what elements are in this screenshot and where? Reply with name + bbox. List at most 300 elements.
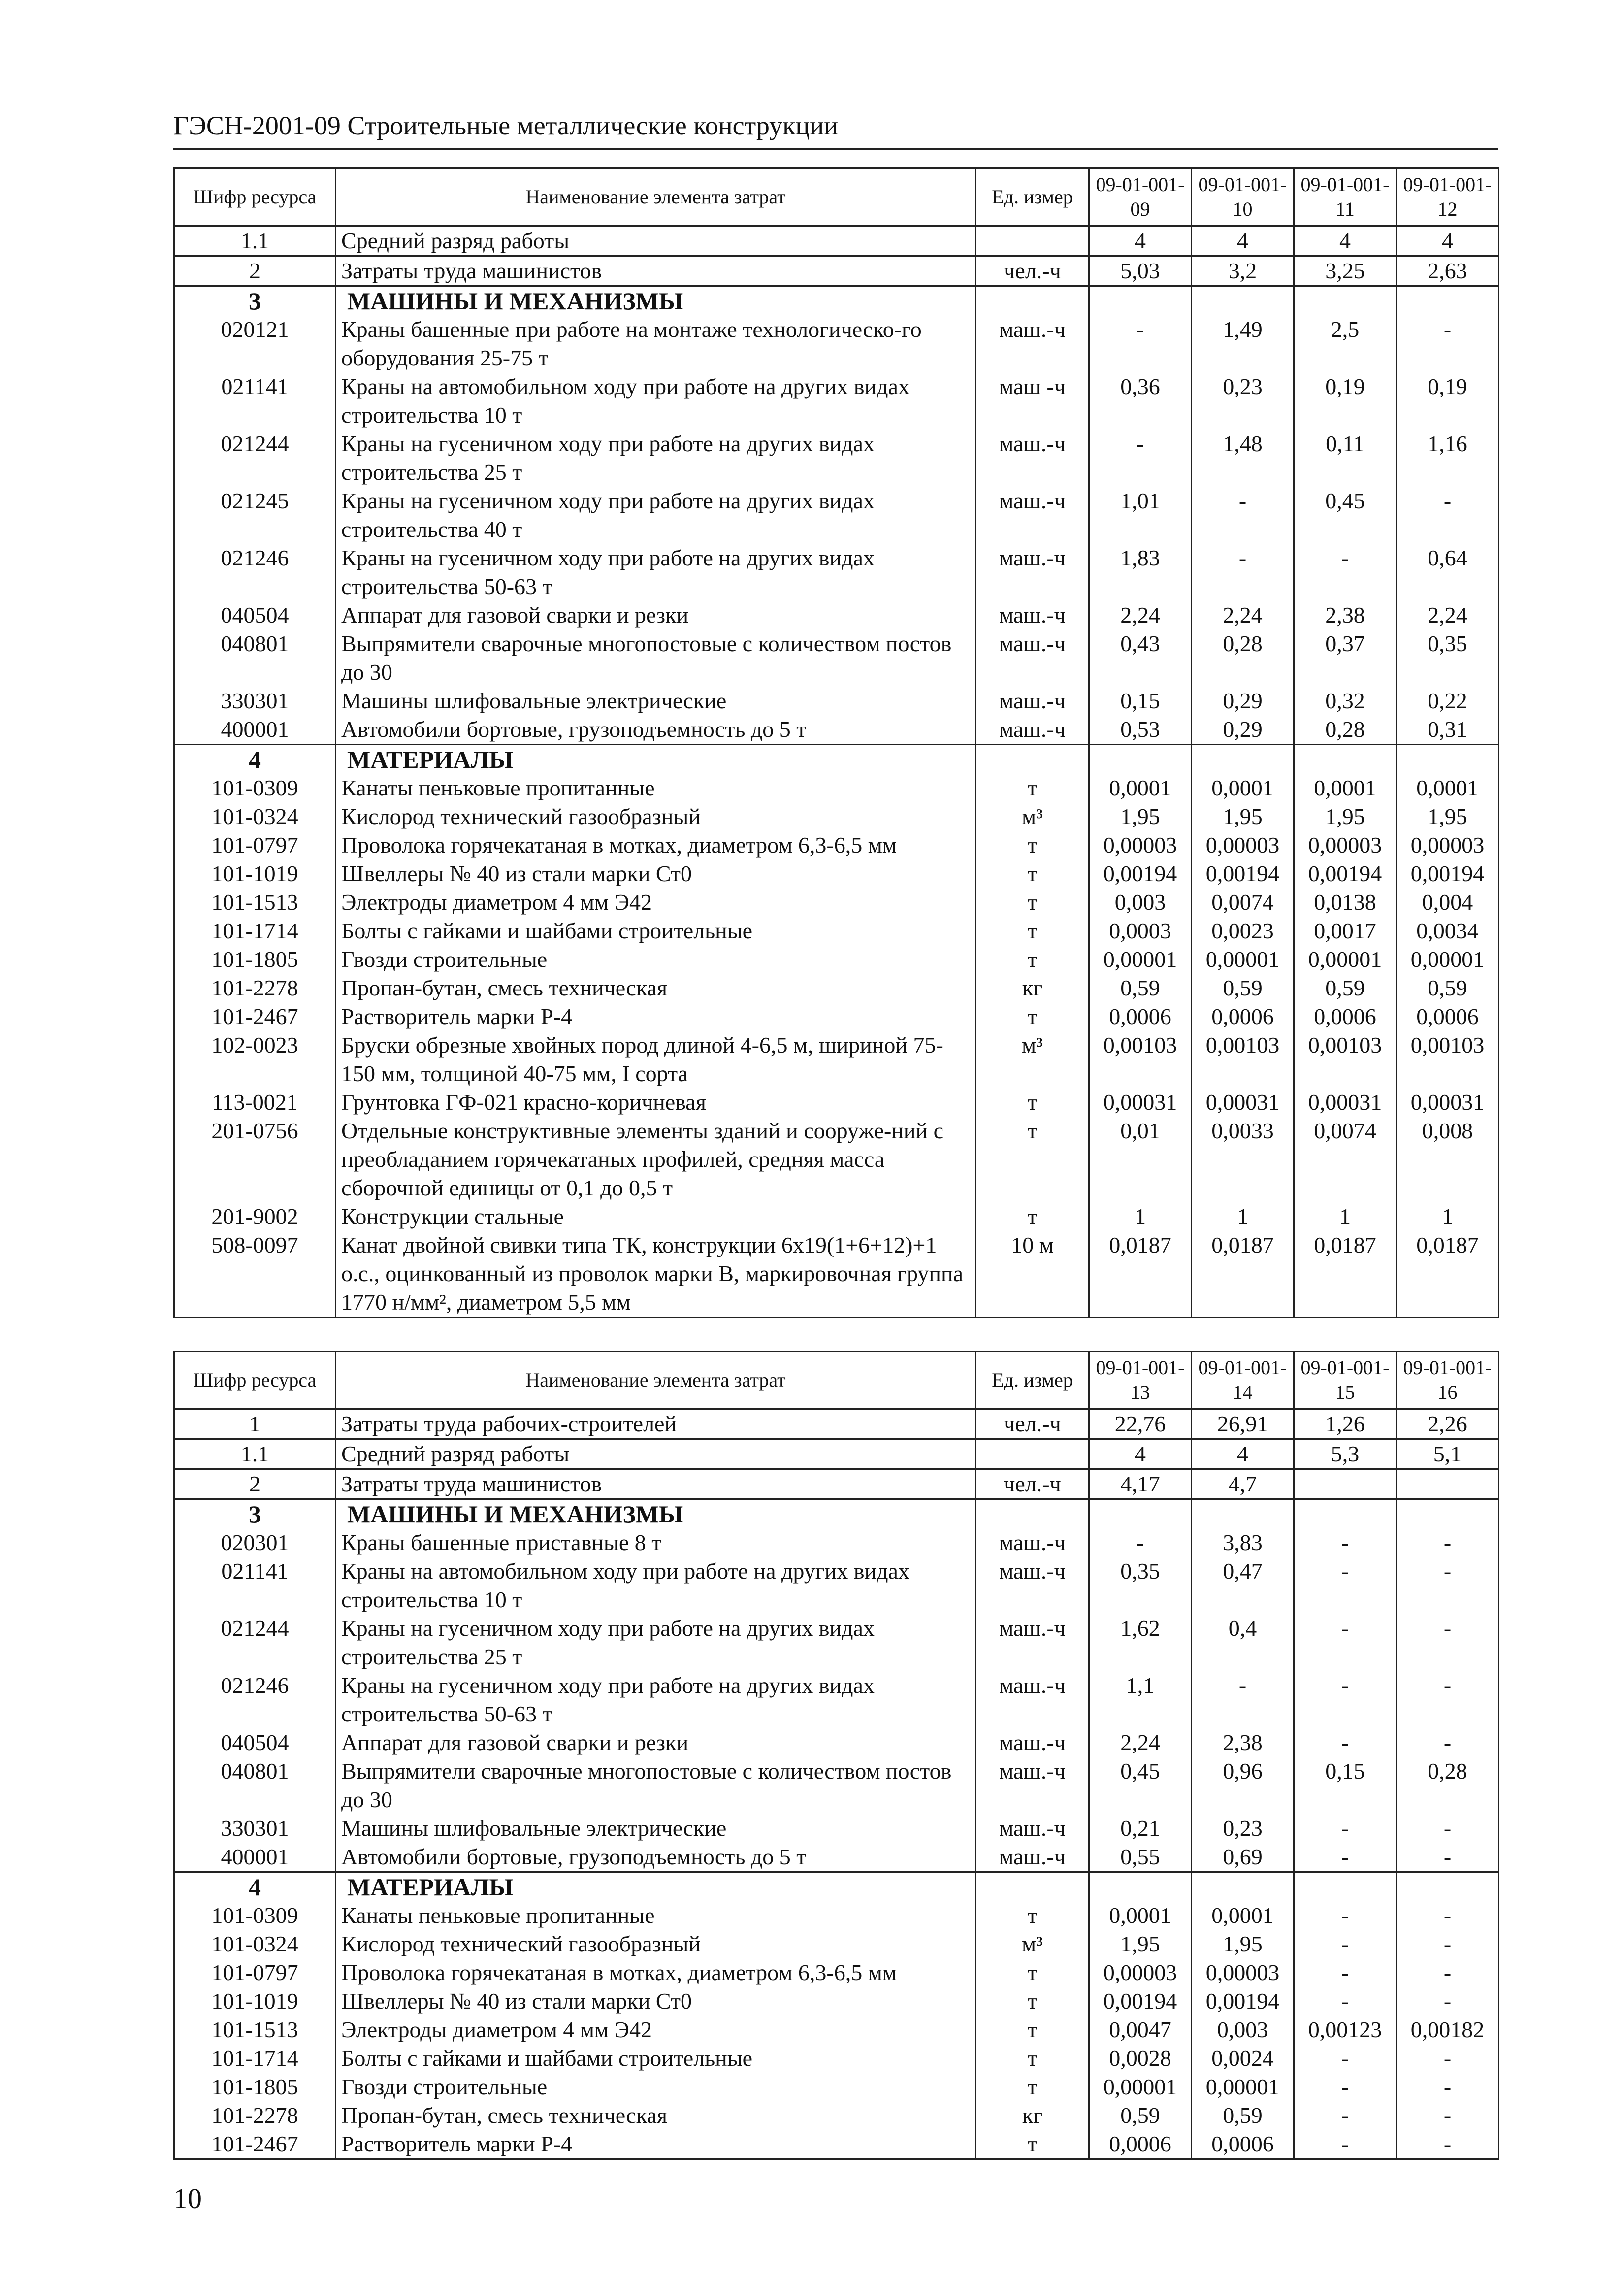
- unit-cell: чел.-ч: [976, 1409, 1089, 1439]
- table-row: [174, 715, 1499, 745]
- table-row: [174, 860, 1499, 888]
- unit-cell: чел.-ч: [976, 256, 1089, 286]
- value-cell-3: 0,19: [1294, 372, 1397, 430]
- name-cell: Кислород технический газообразный: [336, 802, 976, 831]
- value-cell-2: 1,95: [1192, 1930, 1294, 1958]
- code-cell: 201-9002: [174, 1202, 336, 1231]
- value-cell-1: 0,35: [1089, 1557, 1192, 1614]
- code-cell: 1.1: [174, 226, 336, 256]
- value-cell-3: 0,59: [1294, 974, 1397, 1002]
- value-cell-1: 1,95: [1089, 1930, 1192, 1958]
- table-row: [174, 1031, 1499, 1088]
- value-cell-3: -: [1294, 1528, 1397, 1557]
- name-cell: Краны на гусеничном ходу при работе на других видах строительства 25 т: [336, 430, 976, 487]
- table-row: [174, 601, 1499, 629]
- code-cell: 040801: [174, 629, 336, 687]
- code-cell: 101-1019: [174, 860, 336, 888]
- unit-cell: м³: [976, 802, 1089, 831]
- value-cell-1: 0,00194: [1089, 860, 1192, 888]
- value-cell-4: 0,008: [1397, 1117, 1499, 1202]
- value-cell-2: -: [1192, 487, 1294, 544]
- table-header-row: [174, 1352, 1499, 1409]
- table-row: [174, 1117, 1499, 1202]
- table-row: [174, 1557, 1499, 1614]
- code-cell: 3: [174, 286, 336, 316]
- unit-cell: кг: [976, 974, 1089, 1002]
- code-cell: 3: [174, 1499, 336, 1529]
- name-cell: Автомобили бортовые, грузоподъемность до 5 т: [336, 1843, 976, 1872]
- value-cell-3: 0,15: [1294, 1757, 1397, 1814]
- value-cell-4: [1397, 1469, 1499, 1499]
- page-title: ГЭСН-2001-09 Строительные металлические конструкции: [173, 111, 839, 140]
- value-cell-4: -: [1397, 1614, 1499, 1671]
- value-cell-2: 1,48: [1192, 430, 1294, 487]
- value-cell-4: -: [1397, 1901, 1499, 1930]
- value-cell-1: 0,01: [1089, 1117, 1192, 1202]
- name-cell: Гвозди строительные: [336, 945, 976, 974]
- value-cell-4: 5,1: [1397, 1439, 1499, 1469]
- value-cell-4: 0,00031: [1397, 1088, 1499, 1117]
- value-cell-2: [1192, 1499, 1294, 1529]
- table-row: [174, 1409, 1499, 1439]
- name-cell: Растворитель марки Р-4: [336, 1002, 976, 1031]
- value-cell-1: 1,95: [1089, 802, 1192, 831]
- value-cell-2: 3,83: [1192, 1528, 1294, 1557]
- value-cell-3: 2,38: [1294, 601, 1397, 629]
- name-cell: Затраты труда машинистов: [336, 256, 976, 286]
- value-cell-2: 0,29: [1192, 715, 1294, 745]
- table-row: [174, 256, 1499, 286]
- value-cell-1: -: [1089, 315, 1192, 372]
- value-cell-1: [1089, 1872, 1192, 1902]
- table-row: [174, 2073, 1499, 2101]
- table-row: [174, 1814, 1499, 1843]
- unit-cell: маш.-ч: [976, 1757, 1089, 1814]
- value-cell-2: -: [1192, 544, 1294, 601]
- value-cell-4: -: [1397, 2130, 1499, 2159]
- header-col-2: 09-01-001-10: [1192, 168, 1294, 226]
- value-cell-2: 0,29: [1192, 687, 1294, 715]
- unit-cell: т: [976, 1901, 1089, 1930]
- value-cell-2: 0,0001: [1192, 1901, 1294, 1930]
- table-row: [174, 1439, 1499, 1469]
- value-cell-4: -: [1397, 1930, 1499, 1958]
- value-cell-2: 0,59: [1192, 974, 1294, 1002]
- unit-cell: [976, 1499, 1089, 1529]
- value-cell-4: [1397, 1499, 1499, 1529]
- code-cell: 101-0324: [174, 802, 336, 831]
- code-cell: 021245: [174, 487, 336, 544]
- value-cell-3: 5,3: [1294, 1439, 1397, 1469]
- value-cell-4: -: [1397, 1814, 1499, 1843]
- name-cell: Болты с гайками и шайбами строительные: [336, 917, 976, 945]
- value-cell-3: 1: [1294, 1202, 1397, 1231]
- value-cell-4: 0,0006: [1397, 1002, 1499, 1031]
- header-code: Шифр ресурса: [174, 168, 336, 226]
- unit-cell: маш.-ч: [976, 629, 1089, 687]
- name-cell: Канаты пеньковые пропитанные: [336, 1901, 976, 1930]
- code-cell: 101-1714: [174, 2044, 336, 2073]
- value-cell-3: 0,37: [1294, 629, 1397, 687]
- name-cell: Краны на автомобильном ходу при работе на других видах строительства 10 т: [336, 1557, 976, 1614]
- value-cell-2: 0,0006: [1192, 2130, 1294, 2159]
- unit-cell: маш.-ч: [976, 1614, 1089, 1671]
- value-cell-2: -: [1192, 1671, 1294, 1728]
- table-row: [174, 2044, 1499, 2073]
- unit-cell: маш -ч: [976, 372, 1089, 430]
- code-cell: 113-0021: [174, 1088, 336, 1117]
- value-cell-3: 0,00031: [1294, 1088, 1397, 1117]
- value-cell-1: 0,36: [1089, 372, 1192, 430]
- code-cell: 021246: [174, 1671, 336, 1728]
- code-cell: 4: [174, 1872, 336, 1902]
- value-cell-1: 0,45: [1089, 1757, 1192, 1814]
- value-cell-2: 0,4: [1192, 1614, 1294, 1671]
- unit-cell: т: [976, 917, 1089, 945]
- value-cell-4: -: [1397, 2101, 1499, 2130]
- unit-cell: т: [976, 2130, 1089, 2159]
- table-row: [174, 1202, 1499, 1231]
- value-cell-3: [1294, 1499, 1397, 1529]
- value-cell-3: 1,95: [1294, 802, 1397, 831]
- value-cell-3: 0,0074: [1294, 1117, 1397, 1202]
- unit-cell: маш.-ч: [976, 1843, 1089, 1872]
- code-cell: 102-0023: [174, 1031, 336, 1088]
- value-cell-1: 4: [1089, 1439, 1192, 1469]
- value-cell-2: 0,0006: [1192, 1002, 1294, 1031]
- unit-cell: [976, 1872, 1089, 1902]
- table-row: [174, 687, 1499, 715]
- page-header: [173, 103, 1498, 150]
- resource-table-1: [173, 167, 1499, 1318]
- unit-cell: т: [976, 2073, 1089, 2101]
- code-cell: 1: [174, 1409, 336, 1439]
- name-cell: Растворитель марки Р-4: [336, 2130, 976, 2159]
- value-cell-2: [1192, 745, 1294, 774]
- name-cell: Затраты труда машинистов: [336, 1469, 976, 1499]
- table-row: [174, 974, 1499, 1002]
- value-cell-3: 0,00103: [1294, 1031, 1397, 1088]
- value-cell-2: [1192, 286, 1294, 316]
- unit-cell: [976, 226, 1089, 256]
- header-col-2: 09-01-001-14: [1192, 1352, 1294, 1409]
- value-cell-4: 2,24: [1397, 601, 1499, 629]
- unit-cell: 10 м: [976, 1231, 1089, 1318]
- unit-cell: маш.-ч: [976, 601, 1089, 629]
- code-cell: 101-2278: [174, 2101, 336, 2130]
- unit-cell: [976, 1439, 1089, 1469]
- value-cell-1: 0,55: [1089, 1843, 1192, 1872]
- table-row: [174, 629, 1499, 687]
- value-cell-4: 0,0034: [1397, 917, 1499, 945]
- code-cell: 101-1805: [174, 945, 336, 974]
- value-cell-1: 0,00003: [1089, 831, 1192, 860]
- section-row: [174, 1872, 1499, 1902]
- value-cell-1: 0,0001: [1089, 774, 1192, 802]
- value-cell-1: [1089, 1499, 1192, 1529]
- value-cell-4: -: [1397, 1728, 1499, 1757]
- value-cell-3: -: [1294, 2073, 1397, 2101]
- value-cell-4: 1: [1397, 1202, 1499, 1231]
- value-cell-1: 0,00194: [1089, 1987, 1192, 2016]
- table-row: [174, 226, 1499, 256]
- resource-table-2: [173, 1351, 1499, 2160]
- value-cell-1: -: [1089, 1528, 1192, 1557]
- unit-cell: маш.-ч: [976, 1814, 1089, 1843]
- value-cell-3: 0,0017: [1294, 917, 1397, 945]
- value-cell-2: 0,69: [1192, 1843, 1294, 1872]
- value-cell-2: 0,0033: [1192, 1117, 1294, 1202]
- value-cell-4: 0,00103: [1397, 1031, 1499, 1088]
- value-cell-2: 2,24: [1192, 601, 1294, 629]
- code-cell: 101-1805: [174, 2073, 336, 2101]
- name-cell: Автомобили бортовые, грузоподъемность до 5 т: [336, 715, 976, 745]
- value-cell-4: 2,26: [1397, 1409, 1499, 1439]
- table-row: [174, 1231, 1499, 1318]
- unit-cell: маш.-ч: [976, 1528, 1089, 1557]
- name-cell: Грунтовка ГФ-021 красно-коричневая: [336, 1088, 976, 1117]
- value-cell-4: 0,00194: [1397, 860, 1499, 888]
- value-cell-4: -: [1397, 1557, 1499, 1614]
- table-row: [174, 1757, 1499, 1814]
- name-cell: МАТЕРИАЛЫ: [336, 1872, 976, 1902]
- code-cell: 330301: [174, 687, 336, 715]
- value-cell-2: 0,0187: [1192, 1231, 1294, 1318]
- unit-cell: [976, 745, 1089, 774]
- value-cell-1: [1089, 286, 1192, 316]
- value-cell-1: 0,003: [1089, 888, 1192, 917]
- value-cell-1: 1: [1089, 1202, 1192, 1231]
- value-cell-2: 1,49: [1192, 315, 1294, 372]
- code-cell: 101-0797: [174, 1958, 336, 1987]
- code-cell: 101-2467: [174, 2130, 336, 2159]
- value-cell-4: 1,16: [1397, 430, 1499, 487]
- value-cell-3: -: [1294, 1814, 1397, 1843]
- value-cell-4: [1397, 286, 1499, 316]
- code-cell: 400001: [174, 1843, 336, 1872]
- table-row: [174, 315, 1499, 372]
- value-cell-3: 0,32: [1294, 687, 1397, 715]
- section-row: [174, 286, 1499, 316]
- value-cell-1: 0,0006: [1089, 1002, 1192, 1031]
- code-cell: 101-0309: [174, 1901, 336, 1930]
- value-cell-3: 1,26: [1294, 1409, 1397, 1439]
- code-cell: 101-0324: [174, 1930, 336, 1958]
- value-cell-1: 1,01: [1089, 487, 1192, 544]
- code-cell: 2: [174, 256, 336, 286]
- unit-cell: т: [976, 888, 1089, 917]
- value-cell-2: 0,28: [1192, 629, 1294, 687]
- table-row: [174, 487, 1499, 544]
- value-cell-2: 0,0001: [1192, 774, 1294, 802]
- value-cell-2: 0,59: [1192, 2101, 1294, 2130]
- value-cell-3: 0,0006: [1294, 1002, 1397, 1031]
- value-cell-1: 2,24: [1089, 601, 1192, 629]
- code-cell: 508-0097: [174, 1231, 336, 1318]
- value-cell-3: [1294, 1469, 1397, 1499]
- unit-cell: м³: [976, 1930, 1089, 1958]
- value-cell-2: 4,7: [1192, 1469, 1294, 1499]
- name-cell: МАШИНЫ И МЕХАНИЗМЫ: [336, 286, 976, 316]
- value-cell-4: -: [1397, 315, 1499, 372]
- value-cell-2: 2,38: [1192, 1728, 1294, 1757]
- value-cell-1: 1,62: [1089, 1614, 1192, 1671]
- code-cell: 4: [174, 745, 336, 774]
- name-cell: Краны башенные при работе на монтаже технологическо-го оборудования 25-75 т: [336, 315, 976, 372]
- code-cell: 020301: [174, 1528, 336, 1557]
- value-cell-2: 26,91: [1192, 1409, 1294, 1439]
- header-name: Наименование элемента затрат: [336, 1352, 976, 1409]
- code-cell: 040801: [174, 1757, 336, 1814]
- code-cell: 330301: [174, 1814, 336, 1843]
- code-cell: 101-2467: [174, 1002, 336, 1031]
- name-cell: Аппарат для газовой сварки и резки: [336, 1728, 976, 1757]
- unit-cell: т: [976, 1002, 1089, 1031]
- value-cell-4: 0,22: [1397, 687, 1499, 715]
- unit-cell: т: [976, 2044, 1089, 2073]
- value-cell-2: 0,00103: [1192, 1031, 1294, 1088]
- value-cell-1: 0,0003: [1089, 917, 1192, 945]
- unit-cell: т: [976, 1117, 1089, 1202]
- name-cell: Швеллеры № 40 из стали марки Ст0: [336, 1987, 976, 2016]
- value-cell-3: 0,0138: [1294, 888, 1397, 917]
- value-cell-2: 0,0074: [1192, 888, 1294, 917]
- value-cell-3: 0,0187: [1294, 1231, 1397, 1318]
- unit-cell: маш.-ч: [976, 715, 1089, 745]
- table-row: [174, 1469, 1499, 1499]
- value-cell-2: 4: [1192, 1439, 1294, 1469]
- table-row: [174, 917, 1499, 945]
- unit-cell: маш.-ч: [976, 430, 1089, 487]
- value-cell-4: 0,00182: [1397, 2016, 1499, 2044]
- value-cell-1: 5,03: [1089, 256, 1192, 286]
- header-col-1: 09-01-001-13: [1089, 1352, 1192, 1409]
- unit-cell: маш.-ч: [976, 687, 1089, 715]
- unit-cell: т: [976, 945, 1089, 974]
- value-cell-2: 0,00003: [1192, 1958, 1294, 1987]
- value-cell-1: 0,15: [1089, 687, 1192, 715]
- value-cell-2: 1,95: [1192, 802, 1294, 831]
- page-number: 10: [173, 2182, 202, 2215]
- value-cell-1: 0,00031: [1089, 1088, 1192, 1117]
- name-cell: Средний разряд работы: [336, 1439, 976, 1469]
- code-cell: 201-0756: [174, 1117, 336, 1202]
- value-cell-1: 0,0187: [1089, 1231, 1192, 1318]
- value-cell-1: 0,0028: [1089, 2044, 1192, 2073]
- value-cell-2: [1192, 1872, 1294, 1902]
- value-cell-3: 4: [1294, 226, 1397, 256]
- name-cell: Проволока горячекатаная в мотках, диаметром 6,3-6,5 мм: [336, 1958, 976, 1987]
- value-cell-1: 0,21: [1089, 1814, 1192, 1843]
- name-cell: Бруски обрезные хвойных пород длиной 4-6,5 м, шириной 75-150 мм, толщиной 40-75 мм, I сорта: [336, 1031, 976, 1088]
- code-cell: 021244: [174, 1614, 336, 1671]
- table-row: [174, 1088, 1499, 1117]
- name-cell: Машины шлифовальные электрические: [336, 1814, 976, 1843]
- unit-cell: маш.-ч: [976, 544, 1089, 601]
- name-cell: МАШИНЫ И МЕХАНИЗМЫ: [336, 1499, 976, 1529]
- name-cell: Выпрямители сварочные многопостовые с количеством постов до 30: [336, 1757, 976, 1814]
- code-cell: 1.1: [174, 1439, 336, 1469]
- value-cell-1: 4,17: [1089, 1469, 1192, 1499]
- header-col-1: 09-01-001-09: [1089, 168, 1192, 226]
- value-cell-3: -: [1294, 1614, 1397, 1671]
- section-row: [174, 745, 1499, 774]
- value-cell-4: -: [1397, 1987, 1499, 2016]
- unit-cell: т: [976, 774, 1089, 802]
- header-col-4: 09-01-001-16: [1397, 1352, 1499, 1409]
- table-row: [174, 888, 1499, 917]
- table-row: [174, 1843, 1499, 1872]
- table-row: [174, 802, 1499, 831]
- value-cell-2: 0,47: [1192, 1557, 1294, 1614]
- value-cell-2: 0,00194: [1192, 860, 1294, 888]
- value-cell-2: 0,96: [1192, 1757, 1294, 1814]
- code-cell: 040504: [174, 601, 336, 629]
- value-cell-3: -: [1294, 544, 1397, 601]
- value-cell-2: 3,2: [1192, 256, 1294, 286]
- code-cell: 021141: [174, 372, 336, 430]
- code-cell: 101-1513: [174, 2016, 336, 2044]
- table-row: [174, 1728, 1499, 1757]
- value-cell-2: 1: [1192, 1202, 1294, 1231]
- value-cell-4: -: [1397, 1671, 1499, 1728]
- unit-cell: маш.-ч: [976, 1728, 1089, 1757]
- code-cell: 101-0797: [174, 831, 336, 860]
- value-cell-3: -: [1294, 1930, 1397, 1958]
- value-cell-1: 2,24: [1089, 1728, 1192, 1757]
- value-cell-3: -: [1294, 1843, 1397, 1872]
- value-cell-4: 0,31: [1397, 715, 1499, 745]
- value-cell-3: -: [1294, 1901, 1397, 1930]
- header-name: Наименование элемента затрат: [336, 168, 976, 226]
- unit-cell: чел.-ч: [976, 1469, 1089, 1499]
- value-cell-1: 0,59: [1089, 974, 1192, 1002]
- value-cell-3: -: [1294, 1671, 1397, 1728]
- value-cell-3: 0,0001: [1294, 774, 1397, 802]
- unit-cell: т: [976, 1958, 1089, 1987]
- value-cell-3: -: [1294, 1728, 1397, 1757]
- value-cell-4: 0,004: [1397, 888, 1499, 917]
- value-cell-3: 2,5: [1294, 315, 1397, 372]
- value-cell-1: 0,53: [1089, 715, 1192, 745]
- name-cell: Средний разряд работы: [336, 226, 976, 256]
- value-cell-3: -: [1294, 2130, 1397, 2159]
- value-cell-3: 0,00123: [1294, 2016, 1397, 2044]
- name-cell: Швеллеры № 40 из стали марки Ст0: [336, 860, 976, 888]
- value-cell-4: -: [1397, 1528, 1499, 1557]
- header-col-3: 09-01-001-11: [1294, 168, 1397, 226]
- name-cell: Краны на гусеничном ходу при работе на других видах строительства 25 т: [336, 1614, 976, 1671]
- value-cell-2: 4: [1192, 226, 1294, 256]
- name-cell: Электроды диаметром 4 мм Э42: [336, 2016, 976, 2044]
- value-cell-3: 0,00001: [1294, 945, 1397, 974]
- table-row: [174, 1930, 1499, 1958]
- value-cell-2: 0,00031: [1192, 1088, 1294, 1117]
- value-cell-2: 0,00001: [1192, 2073, 1294, 2101]
- unit-cell: маш.-ч: [976, 487, 1089, 544]
- value-cell-4: 0,0187: [1397, 1231, 1499, 1318]
- value-cell-1: 1,1: [1089, 1671, 1192, 1728]
- value-cell-4: 0,19: [1397, 372, 1499, 430]
- value-cell-3: [1294, 1872, 1397, 1902]
- value-cell-4: -: [1397, 1843, 1499, 1872]
- unit-cell: [976, 286, 1089, 316]
- unit-cell: т: [976, 1202, 1089, 1231]
- table-row: [174, 1987, 1499, 2016]
- value-cell-1: -: [1089, 430, 1192, 487]
- table-row: [174, 1958, 1499, 1987]
- name-cell: Электроды диаметром 4 мм Э42: [336, 888, 976, 917]
